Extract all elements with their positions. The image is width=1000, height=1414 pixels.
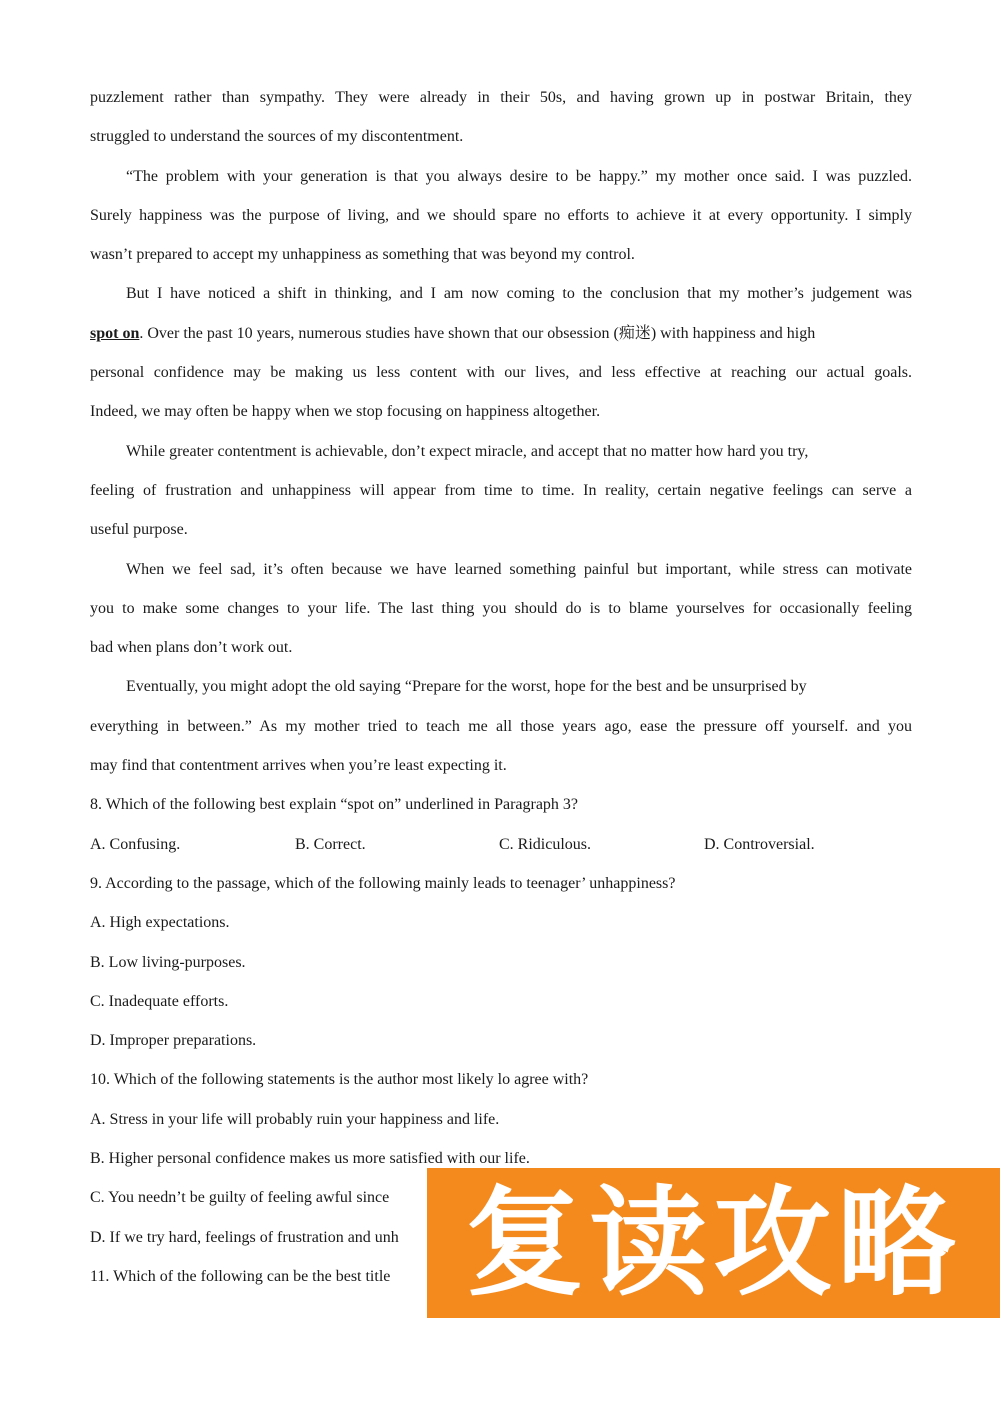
- question-8-option-c: C. Ridiculous.: [499, 835, 592, 853]
- question-10-option-b: B. Higher personal confidence makes us more satisfied with our life.: [90, 1150, 530, 1168]
- passage-line: While greater contentment is achievable, don’t expect miracle, and accept that no matter how hard you try,: [126, 442, 809, 460]
- passage-line: But I have noticed a shift in thinking, and I am now coming to the conclusion that my mother’s judgement was: [126, 285, 912, 303]
- passage-line: feeling of frustration and unhappiness will appear from time to time. In reality, certain negative feelings can serve a: [90, 481, 912, 499]
- passage-line: bad when plans don’t work out.: [90, 639, 293, 657]
- passage-line: useful purpose.: [90, 521, 188, 539]
- question-9-option-c: C. Inadequate efforts.: [90, 992, 229, 1010]
- passage-line: Surely happiness was the purpose of living, and we should spare no efforts to achieve it at every opportunity. I simply: [90, 206, 912, 224]
- question-11-stem: 11. Which of the following can be the best title: [90, 1267, 391, 1285]
- passage-line: everything in between.” As my mother tried to teach me all those years ago, ease the pressure off yourself. and you: [90, 717, 912, 735]
- question-10-stem: 10. Which of the following statements is the author most likely lo agree with?: [90, 1071, 589, 1089]
- question-9-option-b: B. Low living-purposes.: [90, 953, 246, 971]
- question-8-options: [90, 825, 912, 864]
- question-9-stem: 9. According to the passage, which of the following mainly leads to teenager’ unhappiness?: [90, 874, 676, 892]
- question-8-option-a: A. Confusing.: [90, 835, 181, 853]
- question-9-option-a: A. High expectations.: [90, 914, 230, 932]
- underlined-phrase: spot on: [90, 324, 140, 342]
- question-10-option-c: C. You needn’t be guilty of feeling awful since: [90, 1189, 390, 1207]
- passage-line: struggled to understand the sources of my discontentment.: [90, 128, 464, 146]
- passage-line: Indeed, we may often be happy when we stop focusing on happiness altogether.: [90, 403, 601, 421]
- question-8-stem: 8. Which of the following best explain “spot on” underlined in Paragraph 3?: [90, 796, 579, 814]
- question-9-option-d: D. Improper preparations.: [90, 1032, 257, 1050]
- passage-line: “The problem with your generation is that you always desire to be happy.” my mother once said. I was puzzled.: [126, 167, 912, 185]
- document-page: [90, 78, 912, 1296]
- passage-line: When we feel sad, it’s often because we have learned something painful but important, while stress can motivate: [126, 560, 912, 578]
- watermark-banner: [427, 1168, 1000, 1318]
- question-10-option-a: A. Stress in your life will probably ruin your happiness and life.: [90, 1110, 500, 1128]
- passage-line: you to make some changes to your life. The last thing you should do is to blame yourselves for occasionally feeling: [90, 599, 912, 617]
- passage-line: may find that contentment arrives when you’re least expecting it.: [90, 757, 507, 775]
- watermark-text: 复读攻略: [465, 1174, 962, 1312]
- question-8-option-d: D. Controversial.: [704, 835, 815, 853]
- passage-line: [90, 314, 912, 353]
- passage-line-rest: . Over the past 10 years, numerous studies have shown that our obsession (痴迷) with happiness and high: [139, 324, 816, 342]
- question-10-option-d: D. If we try hard, feelings of frustration and unh: [90, 1228, 399, 1246]
- question-8-option-b: B. Correct.: [295, 835, 366, 853]
- passage-line: puzzlement rather than sympathy. They were already in their 50s, and having grown up in postwar Britain, they: [90, 89, 912, 106]
- passage-line: Eventually, you might adopt the old saying “Prepare for the worst, hope for the best and be unsurprised by: [126, 678, 807, 696]
- passage-line: personal confidence may be making us less content with our lives, and less effective at reaching our actual goals.: [90, 364, 912, 382]
- passage-line: wasn’t prepared to accept my unhappiness as something that was beyond my control.: [90, 246, 635, 264]
